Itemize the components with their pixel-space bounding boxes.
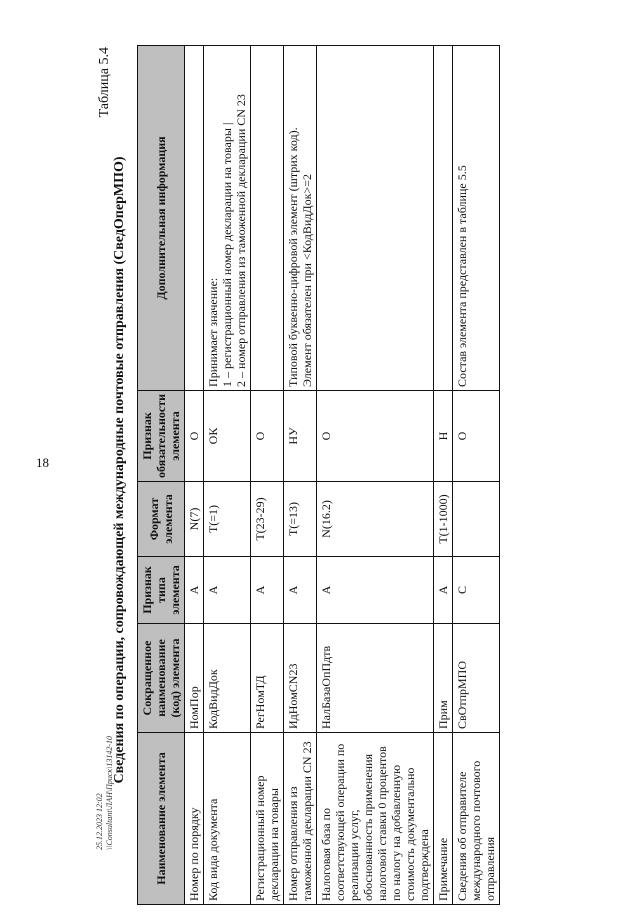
cell-info (251, 46, 284, 391)
cell-name: Номер по порядку (185, 733, 204, 905)
footer-path: \\Consultant\ЛАН\Приск\13142-10 (105, 735, 114, 850)
table-title: Сведения по операции, сопровождающей международные почтовые отправления (СведОперМПО) (112, 156, 127, 784)
cell-type: А (284, 557, 317, 624)
footer-date: 25.12.2023 12:02 (95, 793, 104, 850)
info-line: Состав элемента представлен в таблице 5.5 (455, 165, 469, 387)
cell-format: T(1-1000) (434, 482, 453, 557)
cell-type: С (453, 557, 500, 624)
cell-info (317, 46, 434, 391)
cell-info (434, 46, 453, 391)
cell-format: T(23-29) (251, 482, 284, 557)
cell-code: НомПор (185, 624, 204, 733)
info-line: Элемент обязателен при <КодВидДок>=2 (300, 174, 314, 387)
table-header-row (138, 46, 185, 905)
info-line: Принимает значение: (206, 277, 220, 387)
cell-name: Примечание (434, 733, 453, 905)
cell-format (453, 482, 500, 557)
col-header-type: Признак типа элемента (138, 557, 185, 624)
cell-info (284, 46, 317, 391)
cell-type: А (251, 557, 284, 624)
cell-code: Прим (434, 624, 453, 733)
cell-code: РегНомТД (251, 624, 284, 733)
cell-name: Сведения об отправителе международного почтового отправления (453, 733, 500, 905)
page-number: 18 (36, 455, 49, 470)
table-row (251, 46, 284, 905)
cell-type: А (434, 557, 453, 624)
table-row (317, 46, 434, 905)
table-row (204, 46, 251, 905)
col-header-required: Признак обязательности элемента (138, 390, 185, 481)
table-row (434, 46, 453, 905)
cell-required: ОК (204, 390, 251, 481)
cell-name: Регистрационный номер декларации на товары (251, 733, 284, 905)
cell-info (185, 46, 204, 391)
cell-required: О (317, 390, 434, 481)
cell-format: N(16.2) (317, 482, 434, 557)
cell-required: О (185, 390, 204, 481)
cell-name: Номер отправления из таможенной декларации CN 23 (284, 733, 317, 905)
table-row (284, 46, 317, 905)
cell-code: ИдНомCN23 (284, 624, 317, 733)
cell-format: T(=13) (284, 482, 317, 557)
rotated-content (97, 35, 627, 905)
table-row (453, 46, 500, 905)
cell-type: А (317, 557, 434, 624)
cell-code: НалБазаОпПдтв (317, 624, 434, 733)
cell-format: N(7) (185, 482, 204, 557)
cell-required: Н (434, 390, 453, 481)
cell-type: А (185, 557, 204, 624)
table-label: Таблица 5.4 (97, 47, 112, 118)
info-line: 1 – регистрационный номер декларации на товары | (220, 122, 234, 387)
cell-info (204, 46, 251, 391)
cell-name: Налоговая база по соответствующей операции по реализации услуг, обоснованность применения налоговой ставки 0 процентов по налогу на добавленную стоимость документально подтверждена (317, 733, 434, 905)
cell-required: НУ (284, 390, 317, 481)
col-header-name: Наименование элемента (138, 733, 185, 905)
cell-type: А (204, 557, 251, 624)
table-row (185, 46, 204, 905)
col-header-format: Формат элемента (138, 482, 185, 557)
info-line: 2 – номер отправления из таможенной декларации CN 23 (234, 94, 248, 387)
cell-name: Код вида документа (204, 733, 251, 905)
cell-format: T(=1) (204, 482, 251, 557)
cell-info (453, 46, 500, 391)
cell-code: КодВидДок (204, 624, 251, 733)
col-header-info: Дополнительная информация (138, 46, 185, 391)
col-header-code: Сокращенное наименование (код) элемента (138, 624, 185, 733)
info-line: Типовой буквенно-цифровой элемент (штрих код). (286, 127, 300, 387)
cell-required: О (251, 390, 284, 481)
elements-table (137, 45, 500, 905)
cell-code: СвОтпрМПО (453, 624, 500, 733)
cell-required: О (453, 390, 500, 481)
